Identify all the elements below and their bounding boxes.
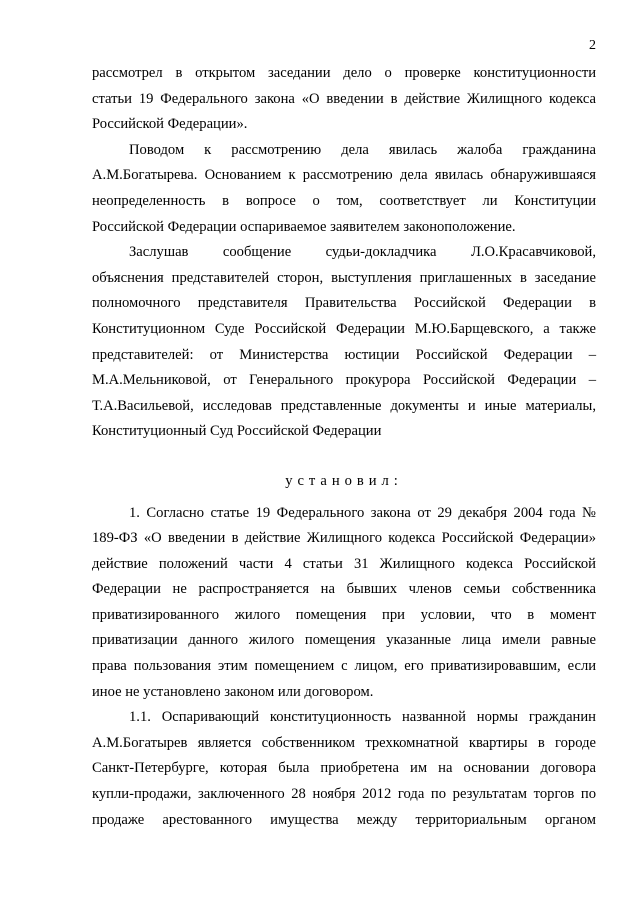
- text-line: купли-продажи, заключенного 28 ноября 2012 года по результатам торгов по: [92, 786, 596, 803]
- text-line: рассмотрел в открытом заседании дело о проверке конституционности: [92, 65, 597, 81]
- text-line: Санкт-Петербурге, которая была приобретена им на основании договора: [92, 760, 596, 777]
- text-line: объяснения представителей сторон, выступления приглашенных в заседание: [92, 269, 596, 286]
- text-line: представителей: от Министерства юстиции Российской Федерации –: [92, 346, 596, 363]
- page-number: 2: [589, 38, 596, 53]
- paragraph-point-1: [92, 501, 596, 706]
- text-line: продаже арестованного имущества между территориальным органом: [92, 811, 597, 828]
- text-line: статьи 19 Федерального закона «О введении в действие Жилищного кодекса: [92, 90, 596, 107]
- text-line: Конституционный Суд Российской Федерации: [92, 423, 382, 440]
- text-line: Конституционном Суде Российской Федерации М.Ю.Барщевского, а также: [92, 320, 597, 337]
- text-line: Т.А.Васильевой, исследовав представленные документы и иные материалы,: [92, 397, 596, 414]
- text-line: Поводом к рассмотрению дела явилась жалоба гражданина: [129, 141, 596, 158]
- paragraph-point-1-1: [92, 705, 596, 833]
- text-line: Российской Федерации».: [92, 116, 248, 133]
- paragraph-hearing: [92, 240, 596, 445]
- text-line: 189-ФЗ «О введении в действие Жилищного кодекса Российской Федерации»: [92, 530, 596, 547]
- text-line: приватизации данного жилого помещения указанные лица имели равные: [92, 632, 597, 649]
- text-line: права пользования этим помещением с лицом, его приватизировавшим, если: [92, 658, 597, 675]
- text-line: Российской Федерации оспариваемое заявителем законоположение.: [92, 218, 516, 235]
- text-line: неопределенность в вопросе о том, соответствует ли Конституции: [92, 192, 597, 209]
- paragraph-reason: [92, 138, 596, 240]
- text-line: 1. Согласно статье 19 Федерального закона от 29 декабря 2004 года №: [129, 504, 596, 521]
- text-line: действие положений части 4 статьи 31 Жилищного кодекса Российской: [92, 555, 596, 572]
- paragraph-intro-continuation: [92, 61, 596, 138]
- section-heading: установил:: [285, 472, 403, 489]
- document-body: [92, 61, 596, 833]
- text-line: приватизированного жилого помещения при условии, что в момент: [92, 606, 596, 623]
- text-line: А.М.Богатырев является собственником трехкомнатной квартиры в городе: [92, 734, 596, 751]
- text-line: 1.1. Оспаривающий конституционность названной нормы гражданин: [129, 709, 596, 726]
- text-line: иное не установлено законом или договором.: [92, 683, 374, 700]
- text-line: полномочного представителя Правительства Российской Федерации в: [92, 295, 596, 312]
- text-line: Заслушав сообщение судьи-докладчика Л.О.Красавчиковой,: [129, 244, 597, 261]
- text-line: А.М.Богатырева. Основанием к рассмотрению дела явилась обнаружившаяся: [92, 167, 597, 184]
- text-line: Федерации не распространяется на бывших членов семьи собственника: [92, 581, 596, 598]
- text-line: М.А.Мельниковой, от Генерального прокурора Российской Федерации –: [92, 372, 596, 389]
